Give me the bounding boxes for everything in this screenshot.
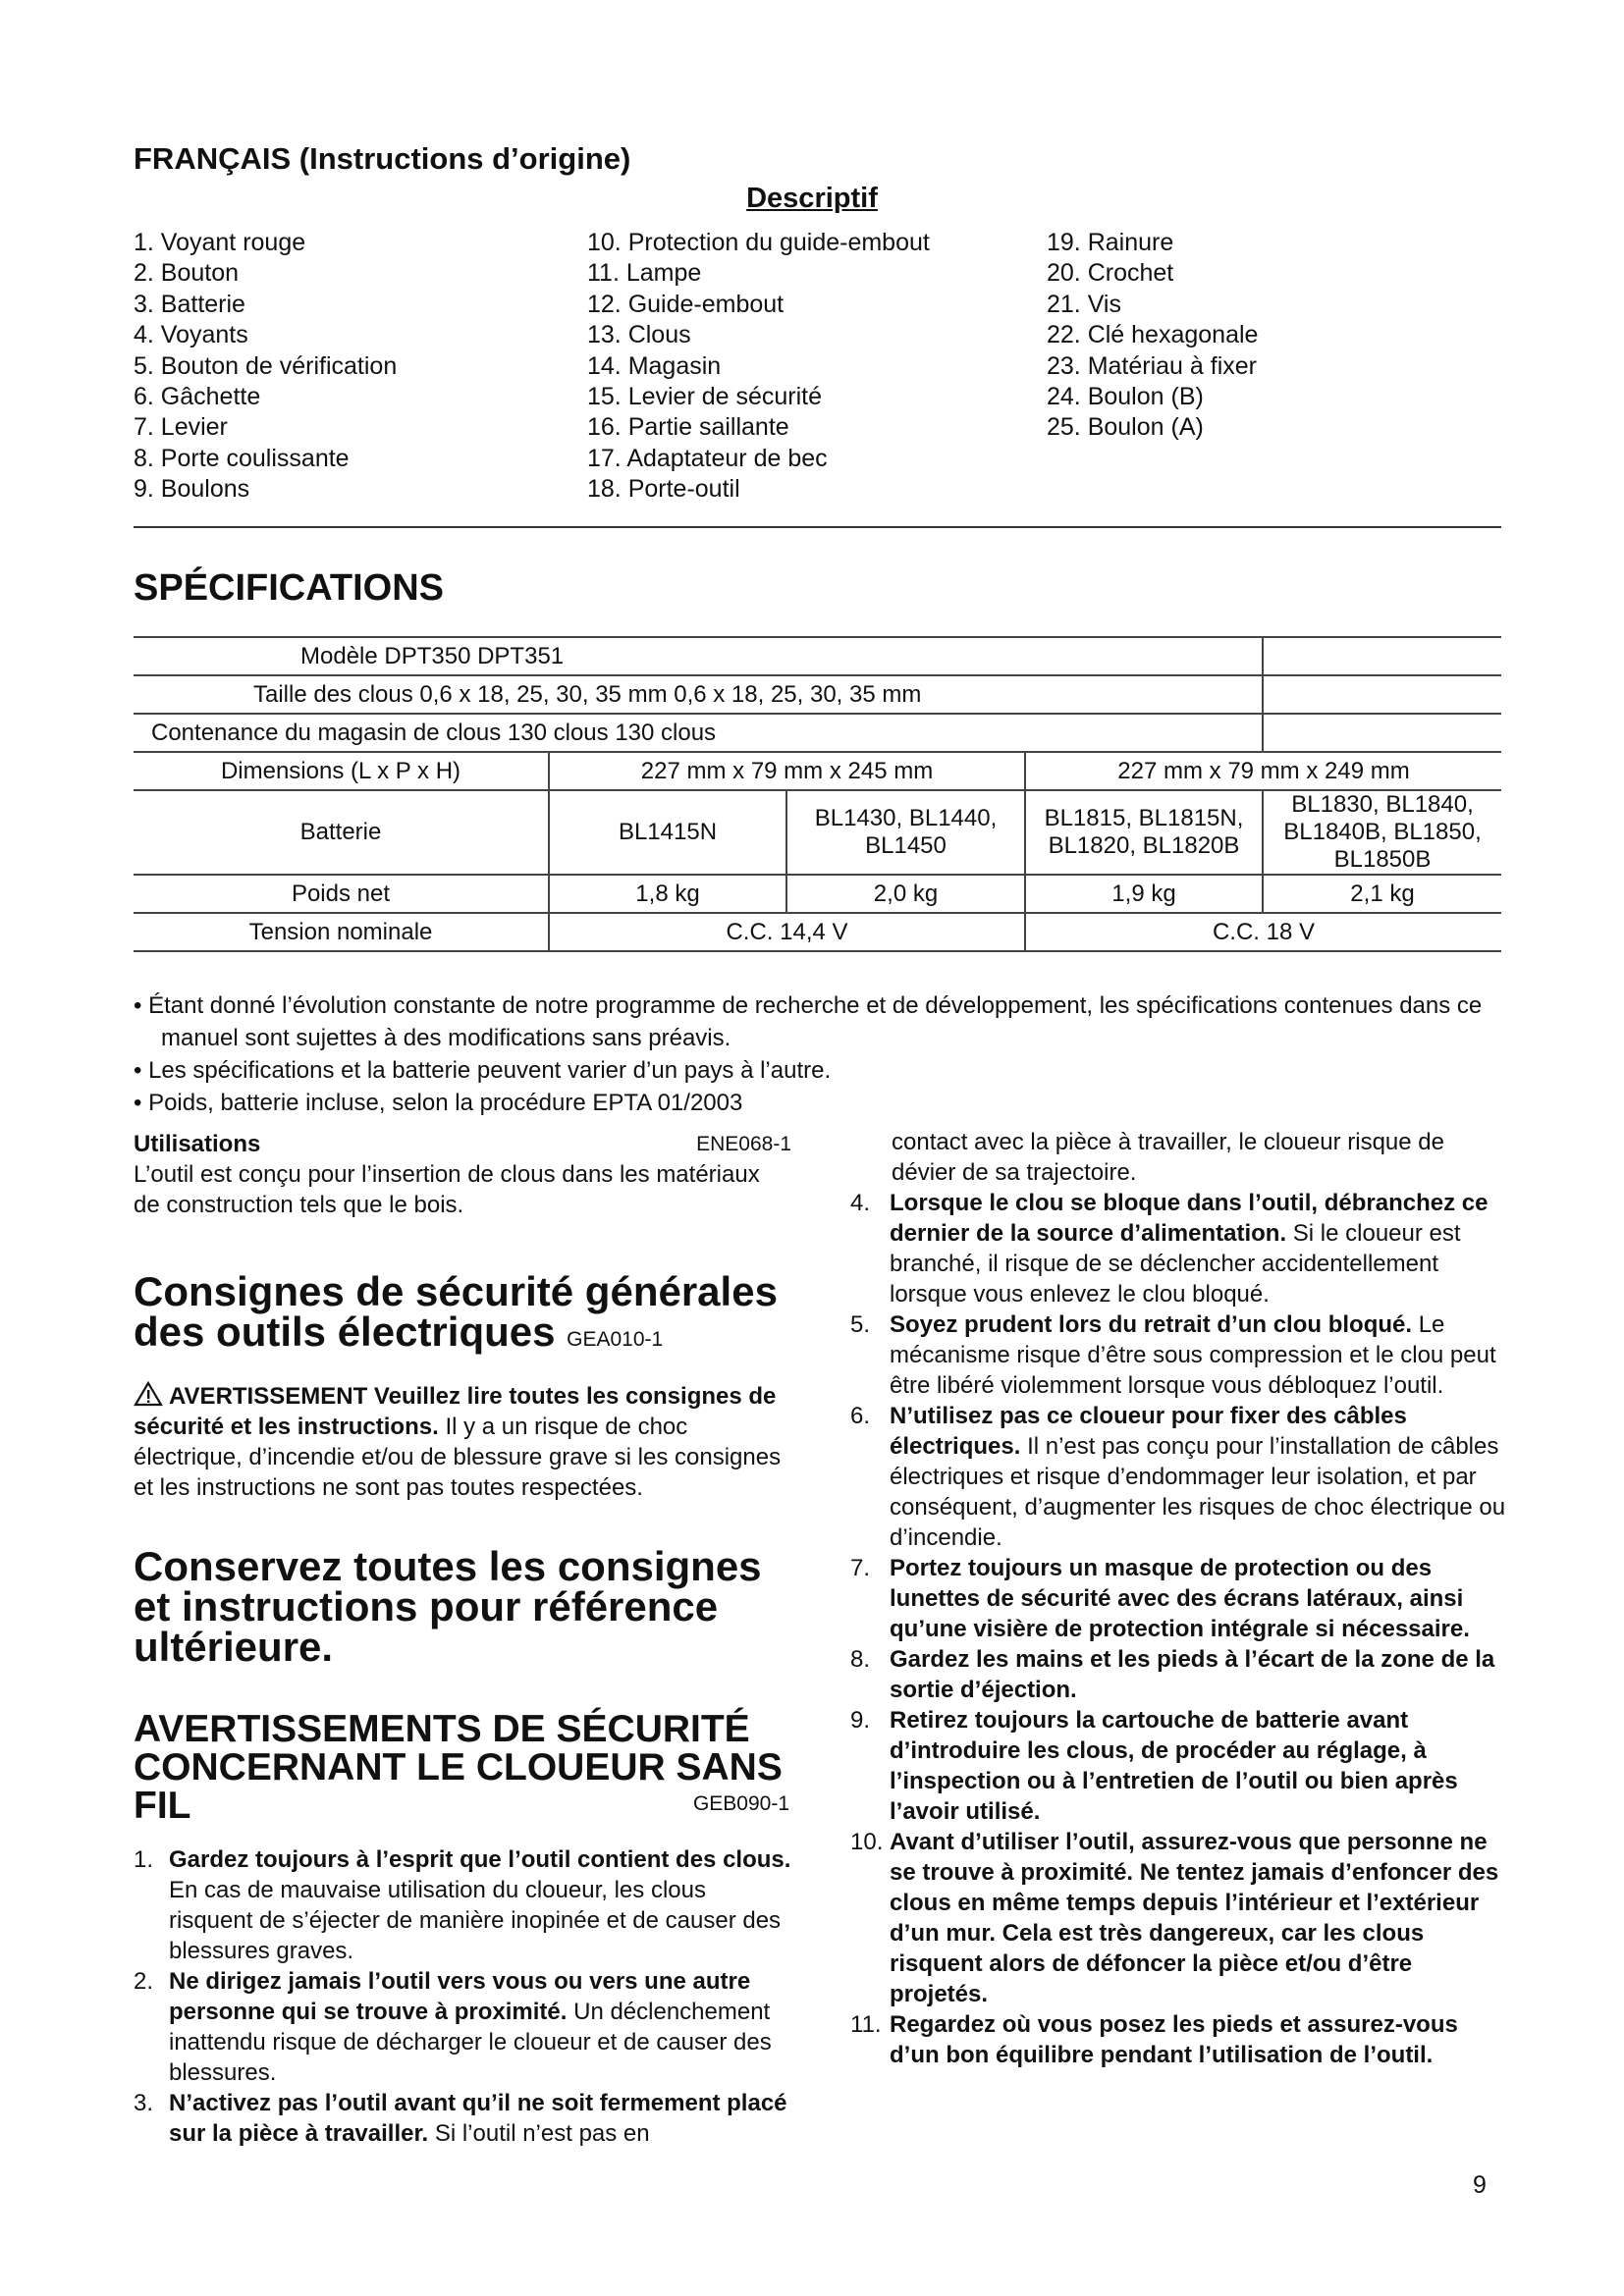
descriptif-item: 6. Gâchette (134, 383, 261, 411)
list-item-text: Il n’est pas conçu pour l’installation de câbles électriques et risque d’endommager leur isolation, et par conséquent, d’augmenter les risques de choc électrique ou d’incendie. (890, 1433, 1506, 1551)
list-item-number: 8. (850, 1646, 871, 1673)
descriptif-item: 16. Partie saillante (587, 413, 789, 442)
magazine-cell: Contenance du magasin de clous 130 clous 130 clous (134, 714, 1263, 752)
list-item-body (890, 1644, 1506, 1705)
descriptif-item: 24. Boulon (B) (1047, 383, 1204, 411)
descriptif-item: 15. Levier de sécurité (587, 383, 823, 411)
list-item (850, 1705, 1506, 1827)
language-heading: FRANÇAIS (Instructions d’origine) (134, 141, 631, 176)
descriptif-item: 4. Voyants (134, 321, 248, 349)
table-row (134, 675, 1501, 714)
list-item-text: Si le cloueur est branché, il risque de se déclencher accidentellement lorsque vous enlevez le clou bloqué. (890, 1220, 1461, 1308)
right-column (850, 1127, 1506, 2070)
list-item-bold: Regardez où vous posez les pieds et assurez-vous d’un bon équilibre pendant l’utilisation de l’outil. (890, 2011, 1458, 2068)
list-item-bold: N’activez pas l’outil avant qu’il ne soit fermement placé sur la pièce à travailler. (169, 2090, 787, 2147)
utilisations-header (134, 1129, 791, 1159)
list-item-body (169, 2088, 791, 2149)
list-item-bold: Retirez toujours la cartouche de batterie avant d’introduire les clous, de procéder au réglage, à l’inspection ou à l’entretien de l’outil ou bien après l’avoir utilisé. (890, 1707, 1458, 1825)
list-item-text: Le mécanisme risque d’être sous compression et le clou peut être libéré violemment lorsque vous débloquez l’outil. (890, 1311, 1496, 1399)
battery-value: BL1430, BL1440, BL1450 (786, 790, 1025, 875)
weight-value: 1,9 kg (1025, 875, 1263, 913)
list-item (850, 1644, 1506, 1705)
descriptif-item: 18. Porte-outil (587, 475, 740, 504)
list-item-body (890, 1401, 1506, 1553)
descriptif-item: 9. Boulons (134, 475, 250, 504)
descriptif-item: 1. Voyant rouge (134, 229, 306, 256)
voltage-label: Tension nominale (134, 913, 549, 951)
dimensions-label: Dimensions (L x P x H) (134, 752, 549, 790)
table-row (134, 790, 1501, 875)
list-item-bold: Avant d’utiliser l’outil, assurez-vous que personne ne se trouve à proximité. Ne tentez jamais d’enfoncer des clous en même temps depuis l’intérieur et l’extérieur d’un mur. Cela est très dangereux, car les clous risquent alors de défoncer la pièce et/ou d’être projetés. (890, 1829, 1499, 2007)
list-item-bold: Gardez toujours à l’esprit que l’outil contient des clous. (169, 1846, 791, 1873)
left-column (134, 1129, 791, 2149)
list-item-body (890, 1827, 1506, 2009)
section-divider (134, 526, 1501, 528)
descriptif-item: 23. Matériau à fixer (1047, 351, 1257, 380)
list-item (134, 1844, 791, 1966)
descriptif-item: 11. Lampe (587, 259, 702, 288)
list-item (850, 1401, 1506, 1553)
descriptif-column-3 (1047, 228, 1258, 444)
general-safety-code: GEA010-1 (567, 1328, 664, 1351)
list-item (134, 1966, 791, 2088)
list-item (850, 1188, 1506, 1309)
list-item-number: 6. (850, 1403, 871, 1429)
battery-value: BL1815, BL1815N, BL1820, BL1820B (1025, 790, 1263, 875)
table-row (134, 714, 1501, 752)
page-number: 9 (1473, 2171, 1487, 2199)
warning-triangle-icon (134, 1381, 163, 1407)
voltage-value: C.C. 14,4 V (549, 913, 1025, 951)
descriptif-item: 10. Protection du guide-embout (587, 229, 930, 256)
utilisations-text: L’outil est conçu pour l’insertion de clous dans les matériaux de construction tels que le bois. (134, 1161, 760, 1218)
empty-cell (1263, 637, 1501, 675)
voltage-value: C.C. 18 V (1025, 913, 1501, 951)
list-item-number: 2. (134, 1968, 154, 1995)
spec-notes (134, 989, 1508, 1119)
list-item-bold: Lorsque le clou se bloque dans l’outil, débranchez ce dernier de la source d’alimentation. (890, 1190, 1489, 1247)
warning-bold-text: AVERTISSEMENT Veuillez lire toutes les consignes de sécurité et les instructions. (134, 1383, 777, 1440)
note: • Étant donné l’évolution constante de notre programme de recherche et de développement, les spécifications contenues dans ce manuel sont sujettes à des modifications sans préavis. (134, 992, 1483, 1051)
weight-label: Poids net (134, 875, 549, 913)
descriptif-item: 7. Levier (134, 413, 228, 442)
list-item-body (890, 2009, 1506, 2070)
list-item-bold: Portez toujours un masque de protection ou des lunettes de sécurité avec des écrans latéraux, ainsi qu’une visière de protection intégrale si nécessaire. (890, 1555, 1470, 1642)
weight-value: 1,8 kg (549, 875, 786, 913)
list-item-body (169, 1966, 791, 2088)
list-item (850, 1827, 1506, 2009)
descriptif-item: 2. Bouton (134, 259, 240, 288)
list-item (134, 2088, 791, 2149)
descriptif-item: 22. Clé hexagonale (1047, 321, 1259, 349)
descriptif-item: 3. Batterie (134, 290, 245, 318)
specifications-table (134, 636, 1501, 952)
utilisations-code: ENE068-1 (696, 1133, 791, 1155)
note: • Les spécifications et la batterie peuvent varier d’un pays à l’autre. (134, 1057, 832, 1084)
descriptif-item: 20. Crochet (1047, 259, 1174, 288)
list-item-number: 1. (134, 1846, 154, 1873)
list-item (850, 1553, 1506, 1644)
descriptif-item: 13. Clous (587, 321, 691, 349)
list-item (850, 2009, 1506, 2070)
weight-value: 2,0 kg (786, 875, 1025, 913)
list-item-body (890, 1705, 1506, 1827)
list-item-text: En cas de mauvaise utilisation du cloueur, les clous risquent de s’éjecter de manière inopinée et de causer des blessures graves. (169, 1877, 782, 1964)
nail-size-cell: Taille des clous 0,6 x 18, 25, 30, 35 mm 0,6 x 18, 25, 30, 35 mm (134, 675, 1263, 714)
list-item-number: 5. (850, 1311, 871, 1338)
list-item-number: 4. (850, 1190, 871, 1216)
nailer-safety-title: AVERTISSEMENTS DE SÉCURITÉ CONCERNANT LE CLOUEUR SANS FIL GEB090-1 (134, 1708, 789, 1827)
descriptif-item: 21. Vis (1047, 290, 1121, 318)
list-item-body (890, 1188, 1506, 1309)
empty-cell (1263, 675, 1501, 714)
list-item-bold: Ne dirigez jamais l’outil vers vous ou vers une autre personne qui se trouve à proximité. (169, 1968, 751, 2025)
descriptif-item: 8. Porte coulissante (134, 444, 350, 472)
empty-cell (1263, 714, 1501, 752)
weight-value: 2,1 kg (1263, 875, 1501, 913)
list-item-bold: N’utilisez pas ce cloueur pour fixer des câbles électriques. (890, 1403, 1407, 1460)
list-item-number: 7. (850, 1555, 871, 1581)
list-item-bold: Gardez les mains et les pieds à l’écart de la zone de la sortie d’éjection. (890, 1646, 1495, 1703)
table-row (134, 913, 1501, 951)
dimensions-value: 227 mm x 79 mm x 245 mm (549, 752, 1025, 790)
descriptif-item: 5. Bouton de vérification (134, 351, 398, 380)
descriptif-column-1 (134, 228, 397, 506)
list-item-number: 3. (134, 2090, 154, 2116)
nailer-safety-list-right (850, 1188, 1506, 2070)
descriptif-item: 14. Magasin (587, 351, 722, 380)
list-item-number: 11. (850, 2011, 882, 2038)
warning-text: Il y a un risque de choc électrique, d’incendie et/ou de blessure grave si les consignes et les instructions ne sont pas toutes respectées. (134, 1414, 782, 1501)
list-item-body (169, 1844, 791, 1966)
list-item-number: 10. (850, 1829, 884, 1855)
general-safety-title: Consignes de sécurité générales des outils électriques GEA010-1 (134, 1268, 778, 1355)
dimensions-value: 227 mm x 79 mm x 249 mm (1025, 752, 1501, 790)
list-item-body (890, 1309, 1506, 1401)
descriptif-item: 25. Boulon (A) (1047, 413, 1204, 442)
list-item-text: Un déclenchement inattendu risque de décharger le cloueur et de causer des blessures. (169, 1999, 772, 2086)
continuation-text: contact avec la pièce à travailler, le cloueur risque de dévier de sa trajectoire. (892, 1129, 1444, 1186)
note: • Poids, batterie incluse, selon la procédure EPTA 01/2003 (134, 1090, 743, 1116)
model-cell: Modèle DPT350 DPT351 (134, 637, 1263, 675)
utilisations-title: Utilisations (134, 1131, 261, 1157)
list-item-number: 9. (850, 1707, 871, 1734)
table-row (134, 752, 1501, 790)
general-warning (134, 1381, 791, 1503)
table-row (134, 637, 1501, 675)
descriptif-title: Descriptif (746, 183, 878, 214)
descriptif-column-2 (587, 228, 930, 506)
table-row (134, 875, 1501, 913)
specifications-title: SPÉCIFICATIONS (134, 567, 444, 609)
descriptif-item: 17. Adaptateur de bec (587, 444, 828, 472)
descriptif-item: 12. Guide-embout (587, 290, 785, 318)
keep-instructions-title: Conservez toutes les consignes et instructions pour référence ultérieure. (134, 1543, 762, 1670)
nailer-safety-code: GEB090-1 (692, 1792, 789, 1815)
battery-value: BL1415N (549, 790, 786, 875)
descriptif-item: 19. Rainure (1047, 229, 1174, 256)
nailer-safety-list-left (134, 1844, 791, 2149)
list-item (850, 1309, 1506, 1401)
list-item-text: Si l’outil n’est pas en (428, 2120, 650, 2147)
battery-label: Batterie (134, 790, 549, 875)
battery-value: BL1830, BL1840, BL1840B, BL1850, BL1850B (1263, 790, 1501, 875)
list-item-bold: Soyez prudent lors du retrait d’un clou bloqué. (890, 1311, 1413, 1338)
list-item-body (890, 1553, 1506, 1644)
